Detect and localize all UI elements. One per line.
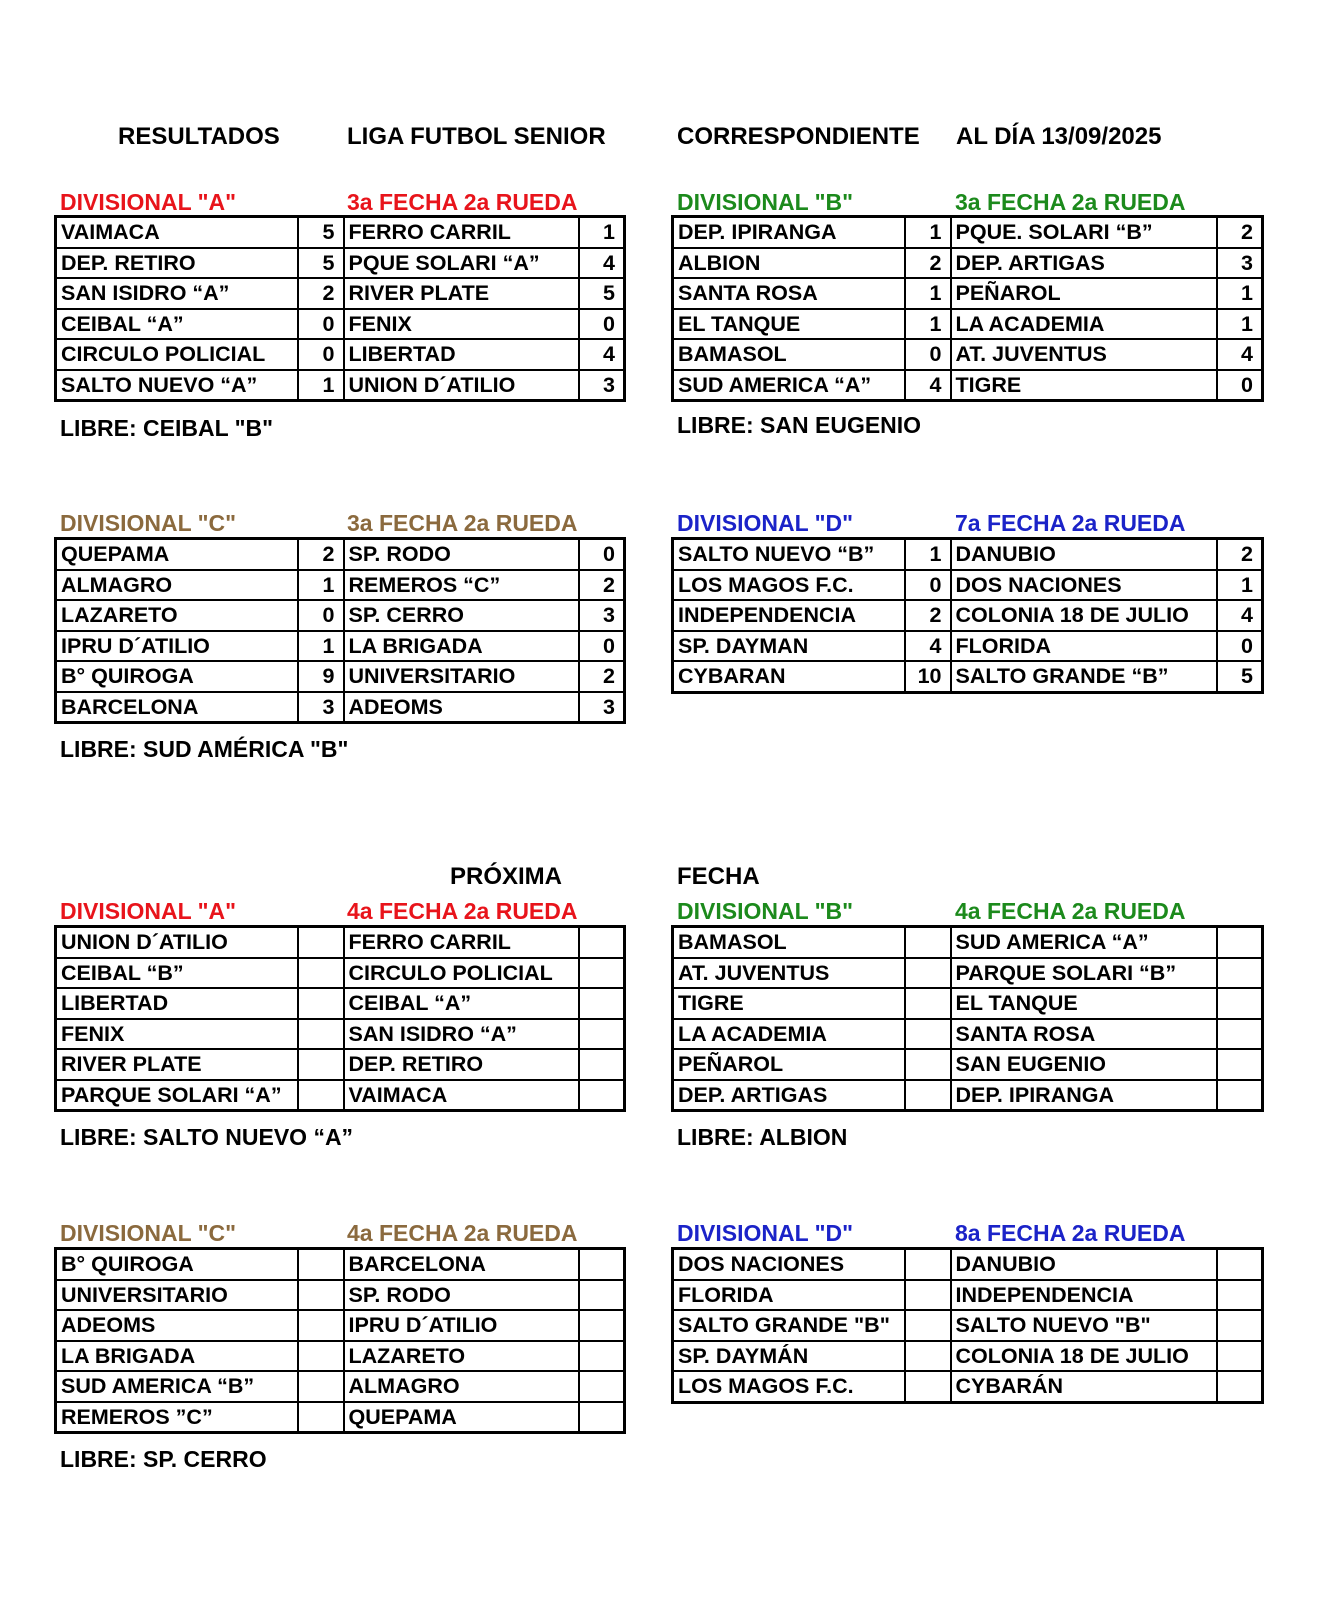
match-row [56,217,625,248]
results-a-title: DIVISIONAL "A" [60,189,237,215]
match-row [673,570,1263,601]
away-score: 0 [579,539,625,570]
home-score: 1 [905,539,951,570]
match-row [56,309,625,340]
away-team: RIVER PLATE [344,278,579,309]
home-score: 2 [298,539,344,570]
home-team: SALTO NUEVO “B” [673,539,905,570]
header-liga: LIGA FUTBOL SENIOR [347,123,606,150]
match-row [56,278,625,309]
home-team: SP. DAYMAN [673,631,905,662]
home-score [905,1049,951,1080]
away-team: DEP. IPIRANGA [951,1080,1217,1111]
home-team: SANTA ROSA [673,278,905,309]
home-team: ALBION [673,248,905,279]
away-score [579,1049,625,1080]
match-row [56,1371,625,1402]
match-row [56,339,625,370]
match-row [56,1341,625,1372]
home-score: 1 [905,278,951,309]
results-d-table [671,537,1264,694]
next-a-round: 4a FECHA 2a RUEDA [347,898,578,924]
away-team: EL TANQUE [951,988,1217,1019]
away-team: CYBARÁN [951,1371,1217,1402]
match-row [56,631,625,662]
match-row [56,1080,625,1111]
match-row [673,278,1263,309]
next-a-libre: LIBRE: SALTO NUEVO “A” [60,1124,354,1150]
match-row [56,370,625,401]
away-score: 4 [579,339,625,370]
home-score: 0 [298,309,344,340]
away-score [1217,1310,1263,1341]
away-team: COLONIA 18 DE JULIO [951,1341,1217,1372]
match-row [56,1249,625,1280]
match-row [673,927,1263,958]
away-team: DANUBIO [951,1249,1217,1280]
away-score [579,1019,625,1050]
away-score [579,1402,625,1433]
match-row [673,1249,1263,1280]
home-team: BAMASOL [673,339,905,370]
away-score [579,958,625,989]
home-score [298,1341,344,1372]
results-d-title: DIVISIONAL "D" [677,510,854,536]
away-score [579,1371,625,1402]
home-score: 5 [298,248,344,279]
match-row [56,927,625,958]
home-score: 2 [298,278,344,309]
away-score [1217,1080,1263,1111]
home-team: LAZARETO [56,600,298,631]
next-b-title: DIVISIONAL "B" [677,898,854,924]
away-score [579,1249,625,1280]
match-row [673,1371,1263,1402]
home-team: DEP. ARTIGAS [673,1080,905,1111]
results-c-libre: LIBRE: SUD AMÉRICA "B" [60,736,349,762]
match-row [56,600,625,631]
home-team: BAMASOL [673,927,905,958]
results-c-table [54,537,626,724]
home-team: LOS MAGOS F.C. [673,1371,905,1402]
home-team: SUD AMERICA “B” [56,1371,298,1402]
home-score: 5 [298,217,344,248]
header-resultados: RESULTADOS [118,123,280,150]
results-d-round: 7a FECHA 2a RUEDA [955,510,1186,536]
home-team: SUD AMERICA “A” [673,370,905,401]
home-score [298,1049,344,1080]
away-score [579,1310,625,1341]
home-team: PEÑAROL [673,1049,905,1080]
match-row [673,1049,1263,1080]
home-team: SP. DAYMÁN [673,1341,905,1372]
away-score: 3 [579,692,625,723]
home-team: REMEROS ”C” [56,1402,298,1433]
home-team: CEIBAL “A” [56,309,298,340]
home-team: ADEOMS [56,1310,298,1341]
results-a-table [54,215,626,402]
home-score [905,958,951,989]
away-score [579,1080,625,1111]
match-row [673,1341,1263,1372]
home-team: FENIX [56,1019,298,1050]
results-b-round: 3a FECHA 2a RUEDA [955,189,1186,215]
away-team: VAIMACA [344,1080,579,1111]
match-row [56,1019,625,1050]
match-row [56,692,625,723]
next-c-table [54,1247,626,1434]
away-team: BARCELONA [344,1249,579,1280]
away-team: CIRCULO POLICIAL [344,958,579,989]
home-score: 2 [905,600,951,631]
home-score [298,1080,344,1111]
home-team: INDEPENDENCIA [673,600,905,631]
match-row [56,958,625,989]
away-team: PQUE SOLARI “A” [344,248,579,279]
match-row [673,1280,1263,1311]
match-row [673,370,1263,401]
away-team: SAN ISIDRO “A” [344,1019,579,1050]
away-team: AT. JUVENTUS [951,339,1217,370]
away-team: DANUBIO [951,539,1217,570]
home-score [905,988,951,1019]
results-b-table [671,215,1264,402]
away-score: 5 [579,278,625,309]
home-score [298,1249,344,1280]
away-score [1217,1249,1263,1280]
away-team: DEP. RETIRO [344,1049,579,1080]
header-date: AL DÍA 13/09/2025 [956,123,1162,150]
home-team: UNION D´ATILIO [56,927,298,958]
away-team: LA BRIGADA [344,631,579,662]
away-team: DEP. ARTIGAS [951,248,1217,279]
match-row [673,309,1263,340]
home-score: 3 [298,692,344,723]
away-score: 2 [579,661,625,692]
results-a-round: 3a FECHA 2a RUEDA [347,189,578,215]
match-row [56,539,625,570]
next-c-title: DIVISIONAL "C" [60,1220,237,1246]
home-team: SALTO GRANDE "B" [673,1310,905,1341]
home-score: 4 [905,370,951,401]
match-row [56,1049,625,1080]
away-score: 5 [1217,661,1263,692]
home-score: 0 [905,339,951,370]
home-team: LA BRIGADA [56,1341,298,1372]
away-score: 2 [1217,217,1263,248]
away-score [1217,988,1263,1019]
away-team: TIGRE [951,370,1217,401]
home-team: LA ACADEMIA [673,1019,905,1050]
away-score: 0 [579,309,625,340]
away-team: LIBERTAD [344,339,579,370]
home-score [298,1019,344,1050]
away-score: 1 [1217,309,1263,340]
next-label-proxima: PRÓXIMA [450,863,563,890]
match-row [56,661,625,692]
home-team: PARQUE SOLARI “A” [56,1080,298,1111]
next-d-round: 8a FECHA 2a RUEDA [955,1220,1186,1246]
away-score [1217,1049,1263,1080]
match-row [673,339,1263,370]
home-team: QUEPAMA [56,539,298,570]
results-b-libre: LIBRE: SAN EUGENIO [677,412,922,438]
match-row [56,248,625,279]
match-row [673,1080,1263,1111]
away-score [579,1341,625,1372]
match-row [56,1402,625,1433]
away-score: 4 [1217,339,1263,370]
home-team: BARCELONA [56,692,298,723]
home-team: SAN ISIDRO “A” [56,278,298,309]
next-d-title: DIVISIONAL "D" [677,1220,854,1246]
match-row [673,539,1263,570]
next-b-libre: LIBRE: ALBION [677,1124,848,1150]
next-c-libre: LIBRE: SP. CERRO [60,1446,267,1472]
match-row [673,1310,1263,1341]
results-a-libre: LIBRE: CEIBAL "B" [60,415,274,441]
away-team: PEÑAROL [951,278,1217,309]
home-score: 9 [298,661,344,692]
away-team: SALTO GRANDE “B” [951,661,1217,692]
next-a-title: DIVISIONAL "A" [60,898,237,924]
away-team: SP. CERRO [344,600,579,631]
away-score: 0 [579,631,625,662]
away-score [1217,927,1263,958]
away-score [579,1280,625,1311]
match-row [673,217,1263,248]
away-team: ALMAGRO [344,1371,579,1402]
home-score: 1 [905,309,951,340]
match-row [673,988,1263,1019]
away-team: FENIX [344,309,579,340]
home-score: 1 [298,370,344,401]
away-score [579,927,625,958]
home-score [298,1371,344,1402]
next-a-table [54,925,626,1112]
home-score [905,1080,951,1111]
away-team: SANTA ROSA [951,1019,1217,1050]
home-team: CIRCULO POLICIAL [56,339,298,370]
away-score [1217,1019,1263,1050]
home-team: LOS MAGOS F.C. [673,570,905,601]
home-score [905,1310,951,1341]
away-team: SUD AMERICA “A” [951,927,1217,958]
away-team: SP. RODO [344,539,579,570]
away-team: LAZARETO [344,1341,579,1372]
away-team: IPRU D´ATILIO [344,1310,579,1341]
away-team: COLONIA 18 DE JULIO [951,600,1217,631]
home-score [298,1280,344,1311]
away-score: 4 [1217,600,1263,631]
away-score: 0 [1217,631,1263,662]
away-score: 0 [1217,370,1263,401]
home-score [298,1310,344,1341]
results-b-title: DIVISIONAL "B" [677,189,854,215]
home-score [905,1371,951,1402]
home-score [298,927,344,958]
home-team: DEP. RETIRO [56,248,298,279]
away-score [1217,958,1263,989]
away-team: FLORIDA [951,631,1217,662]
away-score: 2 [579,570,625,601]
next-d-table [671,1247,1264,1404]
home-team: IPRU D´ATILIO [56,631,298,662]
away-team: FERRO CARRIL [344,217,579,248]
home-team: DEP. IPIRANGA [673,217,905,248]
home-score [298,958,344,989]
away-team: ADEOMS [344,692,579,723]
match-row [673,958,1263,989]
home-team: FLORIDA [673,1280,905,1311]
home-team: UNIVERSITARIO [56,1280,298,1311]
home-team: AT. JUVENTUS [673,958,905,989]
results-c-title: DIVISIONAL "C" [60,510,237,536]
away-team: FERRO CARRIL [344,927,579,958]
away-score: 1 [1217,570,1263,601]
header-correspondiente: CORRESPONDIENTE [677,123,920,150]
home-score [905,1341,951,1372]
match-row [56,1280,625,1311]
away-team: LA ACADEMIA [951,309,1217,340]
home-score: 1 [298,570,344,601]
home-team: CEIBAL “B” [56,958,298,989]
home-score [298,988,344,1019]
away-team: PARQUE SOLARI “B” [951,958,1217,989]
home-score: 2 [905,248,951,279]
away-score: 3 [1217,248,1263,279]
next-label-fecha: FECHA [677,863,760,890]
home-team: VAIMACA [56,217,298,248]
match-row [673,661,1263,692]
home-score [905,1280,951,1311]
home-team: B° QUIROGA [56,1249,298,1280]
away-team: QUEPAMA [344,1402,579,1433]
home-team: RIVER PLATE [56,1049,298,1080]
match-row [56,570,625,601]
away-score [1217,1341,1263,1372]
home-team: SALTO NUEVO “A” [56,370,298,401]
home-team: LIBERTAD [56,988,298,1019]
home-score: 1 [298,631,344,662]
away-score [579,988,625,1019]
home-score: 0 [298,600,344,631]
home-score [905,1249,951,1280]
match-row [673,248,1263,279]
home-score [298,1402,344,1433]
away-score: 4 [579,248,625,279]
next-b-round: 4a FECHA 2a RUEDA [955,898,1186,924]
next-c-round: 4a FECHA 2a RUEDA [347,1220,578,1246]
away-team: UNION D´ATILIO [344,370,579,401]
away-score: 1 [579,217,625,248]
home-score: 0 [298,339,344,370]
match-row [56,1310,625,1341]
away-score: 2 [1217,539,1263,570]
home-team: TIGRE [673,988,905,1019]
away-team: UNIVERSITARIO [344,661,579,692]
match-row [56,988,625,1019]
match-row [673,600,1263,631]
match-row [673,1019,1263,1050]
match-row [673,631,1263,662]
home-score: 0 [905,570,951,601]
away-team: SP. RODO [344,1280,579,1311]
away-score [1217,1280,1263,1311]
away-team: SAN EUGENIO [951,1049,1217,1080]
home-score: 10 [905,661,951,692]
home-score [905,927,951,958]
away-team: INDEPENDENCIA [951,1280,1217,1311]
next-b-table [671,925,1264,1112]
away-score: 3 [579,370,625,401]
home-team: B° QUIROGA [56,661,298,692]
away-team: PQUE. SOLARI “B” [951,217,1217,248]
home-score: 4 [905,631,951,662]
home-score [905,1019,951,1050]
away-team: SALTO NUEVO "B" [951,1310,1217,1341]
away-team: CEIBAL “A” [344,988,579,1019]
away-team: REMEROS “C” [344,570,579,601]
away-score [1217,1371,1263,1402]
home-team: EL TANQUE [673,309,905,340]
results-c-round: 3a FECHA 2a RUEDA [347,510,578,536]
home-team: DOS NACIONES [673,1249,905,1280]
home-score: 1 [905,217,951,248]
away-score: 1 [1217,278,1263,309]
away-score: 3 [579,600,625,631]
home-team: CYBARAN [673,661,905,692]
home-team: ALMAGRO [56,570,298,601]
away-team: DOS NACIONES [951,570,1217,601]
